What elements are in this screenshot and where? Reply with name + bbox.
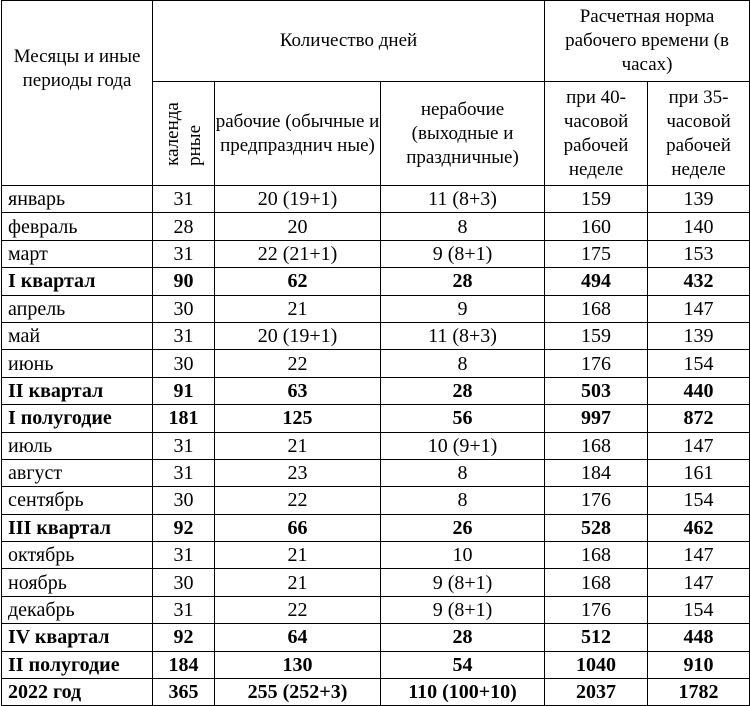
period-label: декабрь (2, 596, 153, 623)
calendar-days-cell: 184 (153, 651, 215, 678)
hours-40-cell: 503 (545, 377, 648, 404)
hours-35-cell: 139 (648, 186, 750, 213)
calendar-days-cell: 31 (153, 459, 215, 486)
calendar-days-cell: 90 (153, 268, 215, 295)
header-working-days: рабочие (обычные и предпразднич ные) (215, 82, 381, 186)
hours-35-cell: 1782 (648, 679, 750, 706)
hours-35-cell: 147 (648, 569, 750, 596)
summary-row (2, 377, 750, 404)
calendar-days-cell: 30 (153, 350, 215, 377)
period-label: I полугодие (2, 405, 153, 432)
summary-row (2, 268, 750, 295)
working-days-cell: 21 (215, 569, 381, 596)
period-label: IV квартал (2, 624, 153, 651)
nonworking-days-cell: 10 (9+1) (381, 432, 545, 459)
hours-35-cell: 910 (648, 651, 750, 678)
table-row (2, 542, 750, 569)
calendar-days-cell: 92 (153, 514, 215, 541)
calendar-days-cell: 31 (153, 240, 215, 267)
period-label: февраль (2, 213, 153, 240)
hours-40-cell: 168 (545, 542, 648, 569)
table-row (2, 186, 750, 213)
summary-row (2, 405, 750, 432)
working-days-cell: 63 (215, 377, 381, 404)
period-label: март (2, 240, 153, 267)
hours-35-cell: 448 (648, 624, 750, 651)
table-row (2, 569, 750, 596)
calendar-days-cell: 30 (153, 487, 215, 514)
working-days-cell: 62 (215, 268, 381, 295)
period-label: апрель (2, 295, 153, 322)
hours-35-cell: 440 (648, 377, 750, 404)
calendar-days-cell: 365 (153, 679, 215, 706)
hours-35-cell: 872 (648, 405, 750, 432)
working-days-cell: 21 (215, 432, 381, 459)
working-days-cell: 130 (215, 651, 381, 678)
period-label: I квартал (2, 268, 153, 295)
nonworking-days-cell: 28 (381, 268, 545, 295)
calendar-days-cell: 30 (153, 295, 215, 322)
summary-row (2, 651, 750, 678)
period-label: III квартал (2, 514, 153, 541)
nonworking-days-cell: 26 (381, 514, 545, 541)
hours-35-cell: 154 (648, 487, 750, 514)
working-days-cell: 125 (215, 405, 381, 432)
nonworking-days-cell: 56 (381, 405, 545, 432)
hours-40-cell: 168 (545, 569, 648, 596)
header-months: Месяцы и иные периоды года (2, 1, 153, 186)
nonworking-days-cell: 10 (381, 542, 545, 569)
table-row (2, 295, 750, 322)
period-label: май (2, 322, 153, 349)
table-row (2, 459, 750, 486)
header-days-count: Количество дней (153, 1, 545, 82)
hours-35-cell: 139 (648, 322, 750, 349)
nonworking-days-cell: 8 (381, 459, 545, 486)
nonworking-days-cell: 9 (8+1) (381, 569, 545, 596)
hours-35-cell: 140 (648, 213, 750, 240)
period-label: II полугодие (2, 651, 153, 678)
period-label: июнь (2, 350, 153, 377)
working-days-cell: 23 (215, 459, 381, 486)
header-35h-week: при 35-часовой рабочей неделе (648, 82, 750, 186)
nonworking-days-cell: 9 (8+1) (381, 240, 545, 267)
hours-35-cell: 462 (648, 514, 750, 541)
hours-40-cell: 997 (545, 405, 648, 432)
hours-40-cell: 175 (545, 240, 648, 267)
hours-35-cell: 161 (648, 459, 750, 486)
hours-40-cell: 159 (545, 186, 648, 213)
hours-35-cell: 153 (648, 240, 750, 267)
period-label: январь (2, 186, 153, 213)
working-days-cell: 255 (252+3) (215, 679, 381, 706)
hours-40-cell: 1040 (545, 651, 648, 678)
work-calendar-table (1, 0, 750, 706)
header-norm-hours: Расчетная норма рабочего времени (в часах) (545, 1, 750, 82)
header-calendar-line1: календа (161, 101, 183, 166)
table-row (2, 322, 750, 349)
table-row (2, 240, 750, 267)
hours-35-cell: 154 (648, 350, 750, 377)
hours-35-cell: 147 (648, 432, 750, 459)
calendar-days-cell: 30 (153, 569, 215, 596)
period-label: июль (2, 432, 153, 459)
working-days-cell: 22 (215, 596, 381, 623)
nonworking-days-cell: 110 (100+10) (381, 679, 545, 706)
nonworking-days-cell: 11 (8+3) (381, 186, 545, 213)
hours-40-cell: 160 (545, 213, 648, 240)
working-days-cell: 20 (215, 213, 381, 240)
hours-40-cell: 159 (545, 322, 648, 349)
nonworking-days-cell: 9 (381, 295, 545, 322)
hours-40-cell: 184 (545, 459, 648, 486)
nonworking-days-cell: 9 (8+1) (381, 596, 545, 623)
calendar-days-cell: 91 (153, 377, 215, 404)
hours-40-cell: 168 (545, 295, 648, 322)
hours-40-cell: 176 (545, 487, 648, 514)
header-nonworking-days: нерабочие (выходные и праздничные) (381, 82, 545, 186)
hours-40-cell: 168 (545, 432, 648, 459)
period-label: ноябрь (2, 569, 153, 596)
summary-row (2, 514, 750, 541)
working-days-cell: 66 (215, 514, 381, 541)
calendar-days-cell: 31 (153, 322, 215, 349)
calendar-days-cell: 31 (153, 432, 215, 459)
hours-35-cell: 147 (648, 295, 750, 322)
nonworking-days-cell: 8 (381, 213, 545, 240)
hours-35-cell: 432 (648, 268, 750, 295)
period-label: сентябрь (2, 487, 153, 514)
calendar-days-cell: 31 (153, 542, 215, 569)
period-label: октябрь (2, 542, 153, 569)
period-label: II квартал (2, 377, 153, 404)
hours-40-cell: 176 (545, 350, 648, 377)
summary-row (2, 679, 750, 706)
nonworking-days-cell: 8 (381, 487, 545, 514)
working-days-cell: 21 (215, 295, 381, 322)
header-40h-week: при 40-часовой рабочей неделе (545, 82, 648, 186)
hours-35-cell: 154 (648, 596, 750, 623)
calendar-days-cell: 181 (153, 405, 215, 432)
nonworking-days-cell: 11 (8+3) (381, 322, 545, 349)
table-row (2, 350, 750, 377)
header-calendar-days (153, 82, 215, 186)
table-row (2, 432, 750, 459)
table-row (2, 213, 750, 240)
hours-40-cell: 528 (545, 514, 648, 541)
working-days-cell: 20 (19+1) (215, 322, 381, 349)
nonworking-days-cell: 28 (381, 377, 545, 404)
table-row (2, 487, 750, 514)
summary-row (2, 624, 750, 651)
calendar-days-cell: 28 (153, 213, 215, 240)
nonworking-days-cell: 8 (381, 350, 545, 377)
working-days-cell: 20 (19+1) (215, 186, 381, 213)
calendar-days-cell: 31 (153, 596, 215, 623)
nonworking-days-cell: 54 (381, 651, 545, 678)
period-label: 2022 год (2, 679, 153, 706)
working-days-cell: 22 (215, 487, 381, 514)
table-row (2, 596, 750, 623)
hours-40-cell: 176 (545, 596, 648, 623)
working-days-cell: 22 (21+1) (215, 240, 381, 267)
period-label: август (2, 459, 153, 486)
hours-40-cell: 494 (545, 268, 648, 295)
hours-35-cell: 147 (648, 542, 750, 569)
nonworking-days-cell: 28 (381, 624, 545, 651)
hours-40-cell: 512 (545, 624, 648, 651)
working-days-cell: 64 (215, 624, 381, 651)
header-calendar-line2: рные (183, 124, 205, 166)
hours-40-cell: 2037 (545, 679, 648, 706)
working-days-cell: 21 (215, 542, 381, 569)
calendar-days-cell: 31 (153, 186, 215, 213)
working-days-cell: 22 (215, 350, 381, 377)
calendar-days-cell: 92 (153, 624, 215, 651)
